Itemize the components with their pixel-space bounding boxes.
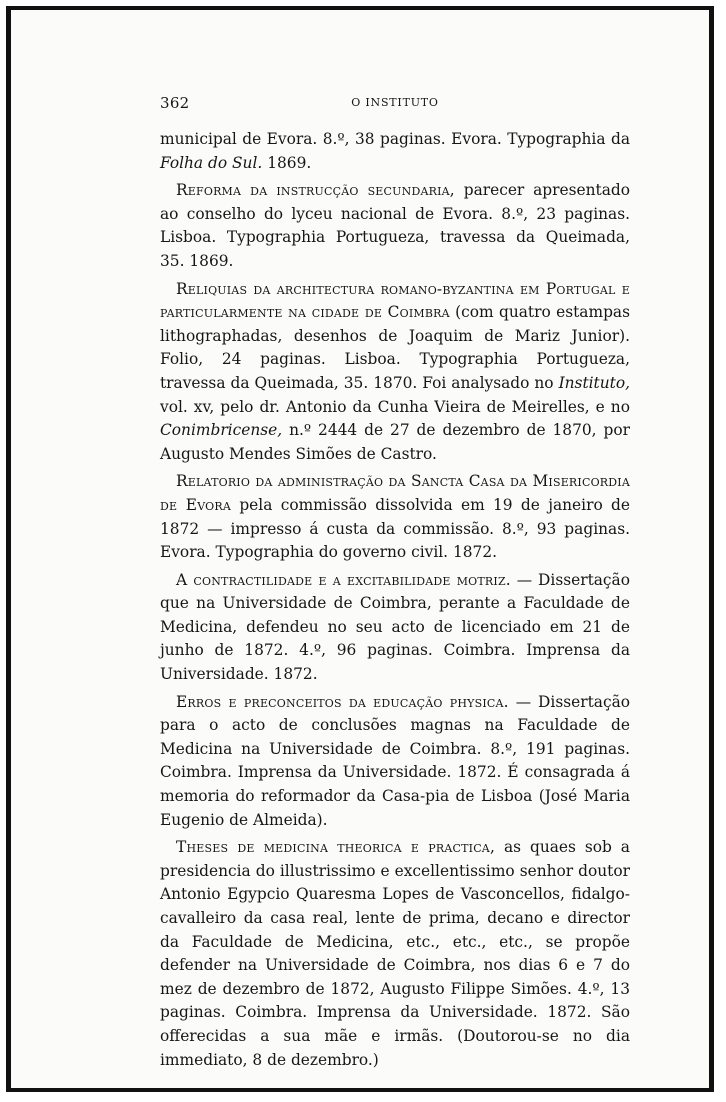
bibliography-entry-5 xyxy=(160,569,630,687)
running-title: O INSTITUTO xyxy=(351,96,439,109)
entry-title: Erros e preconceitos da educação physica. xyxy=(176,692,509,711)
entry-text: as quaes sob a presidencia do illustrissimo e excellentissimo senhor doutor Antonio Egypcio Quaresma Lopes de Vasconcellos, fidalgo-cavalleiro da casa real, lente de prima, decano e director da Faculdade de Medicina, etc., etc., etc., se propõe defender na Universidade de Coimbra, nos dias 6 e 7 do mez de dezembro de 1872, Augusto Filippe Simões. 4.º, 13 paginas. Coimbra. Imprensa da Universidade. 1872. São offerecidas a sua mãe e irmãs. (Doutorou-se no dia immediato, 8 de dezembro.) xyxy=(160,838,630,1069)
entry-italic-title: Conimbricense, xyxy=(160,421,283,440)
bibliography-entry-4 xyxy=(160,470,630,564)
entry-text: (com quatro estampas lithographadas, desenhos de Joaquim de Mariz Junior). Folio, 24 paginas. Lisboa. Typographia Portugueza, travessa da Queimada, 35. 1870. Foi analysado no xyxy=(160,303,630,392)
entry-text: — Dissertação para o acto de conclusões magnas na Faculdade de Medicina na Universidade de Coimbra. 8.º, 191 paginas. Coimbra. Imprensa da Universidade. 1872. É consagrada á memoria do reformador da Casa-pia de Lisboa (José Maria Eugenio de Almeida). xyxy=(160,692,631,829)
entry-title: Reforma da instrucção secundaria, xyxy=(176,181,455,200)
entry-text: municipal de Evora. 8.º, 38 paginas. Evora. Typographia da xyxy=(160,130,630,148)
entry-italic-title: Folha do Sul. xyxy=(160,153,263,172)
bibliography-entry-3 xyxy=(160,278,630,467)
document-page xyxy=(160,94,630,1076)
entry-text: parecer apresentado ao conselho do lyceu nacional de Evora. 8.º, 23 paginas. Lisboa. Typographia Portugueza, travessa da Queimada, 35. 1869. xyxy=(160,181,630,270)
entry-text: n.º 2444 de 27 de dezembro de 1870, por Augusto Mendes Simões de Castro. xyxy=(160,421,630,463)
entry-text: — Dissertação que na Universidade de Coimbra, perante a Faculdade de Medicina, defendeu no seu acto de licenciado em 21 de junho de 1872. 4.º, 96 paginas. Coimbra. Imprensa da Universidade. 1872. xyxy=(160,570,630,684)
bibliography-entry-1 xyxy=(160,128,630,175)
entry-text: vol. xv, pelo dr. Antonio da Cunha Vieira de Meirelles, e no xyxy=(160,397,630,416)
entry-italic-title: Instituto, xyxy=(558,373,630,392)
page-header xyxy=(160,94,630,118)
entry-title: Reliquias da architectura romano-byzantina em Portugal e particularmente na cidade de Coimbra xyxy=(160,279,630,322)
bibliography-entry-7 xyxy=(160,836,630,1072)
bibliography-entry-2 xyxy=(160,179,630,273)
page-number: 362 xyxy=(160,94,190,112)
entry-text: pela commissão dissolvida em 19 de janeiro de 1872 — impresso á custa da commissão. 8.º, 93 paginas. Evora. Typographia do governo civil. 1872. xyxy=(160,495,630,562)
entry-text: 1869. xyxy=(262,153,312,172)
entry-title: A contractilidade e a excitabilidade motriz. xyxy=(176,570,511,589)
entry-title: Relatorio da administração da Sancta Casa da Misericordia de Evora xyxy=(160,472,630,514)
entry-title: Theses de medicina theorica e practica, xyxy=(176,838,496,857)
bibliography-entry-6 xyxy=(160,691,630,833)
